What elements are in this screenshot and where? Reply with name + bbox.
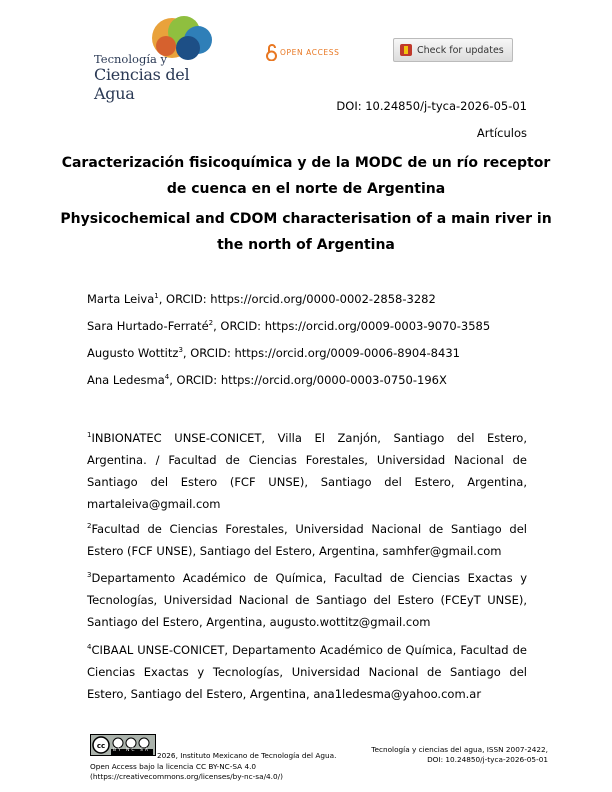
journal-issn: Tecnología y ciencias del agua, ISSN 2007-2422, (371, 745, 548, 754)
open-access-label: OPEN ACCESS (280, 47, 340, 57)
affiliation-item: $^3$Departamento Académico de Química, Facultad de Ciencias Exactas y Tecnologías, Universidad Nacional de Santiago del Estero (FCEyT UNSE), Santiago del Estero, Argentina, augusto.wottitz@gmail.com (87, 570, 527, 629)
license-line: Open Access bajo la licencia CC BY-NC-SA 4.0 (90, 762, 257, 771)
logo-text-line1: Tecnología y (94, 52, 168, 66)
affiliation-item: $^2$Facultad de Ciencias Forestales, Universidad Nacional de Santiago del Estero (FCF UNSE), Santiago del Estero, Argentina, samhfer@gmail.com (87, 521, 527, 558)
license-line: 2026, Instituto Mexicano de Tecnología del Agua. (157, 751, 337, 760)
crossmark-icon (399, 43, 413, 57)
author-item: Sara Hurtado-Ferraté$^2$, ORCID: https://orcid.org/0009-0003-9070-3585 (87, 319, 491, 333)
svg-text:cc: cc (96, 742, 106, 750)
journal-footer (343, 745, 548, 765)
affiliation-item: $^1$INBIONATEC UNSE-CONICET, Villa El Zanjón, Santiago del Estero, Argentina. / Facultad de Ciencias Forestales, Universidad Nacional de Santiago del Estero (FCF UNSE), Santiago del Estero, Argentina, martaleiva@gmail.com (87, 430, 527, 511)
cc-license-badge (90, 734, 156, 756)
author-item: Marta Leiva$^1$, ORCID: https://orcid.org/0000-0002-2858-3282 (87, 292, 436, 306)
open-lock-icon (266, 44, 277, 61)
doi: DOI: 10.24850/j-tyca-2026-05-01 (336, 99, 527, 113)
author-item: Ana Ledesma$^4$, ORCID: https://orcid.org/0000-0003-0750-196X (87, 373, 447, 387)
journal-doi: DOI: 10.24850/j-tyca-2026-05-01 (427, 755, 548, 764)
author-item: Augusto Wottitz$^3$, ORCID: https://orcid.org/0009-0006-8904-8431 (87, 346, 460, 360)
affiliation-item: $^4$CIBAAL UNSE-CONICET, Departamento Académico de Química, Facultad de Ciencias Exactas y Tecnologías, Universidad Nacional de Santiago del Estero, Santiago del Estero, Argentina, ana1ledesma@yahoo.com.ar (87, 642, 527, 701)
license-url[interactable]: (https://creativecommons.org/licenses/by-nc-sa/4.0/) (90, 772, 283, 781)
cc-badge-label: BY NC SA (113, 748, 150, 753)
title-english: Physicochemical and CDOM characterisation of a main river in the north of Argentina (60, 211, 552, 253)
check-for-updates-button[interactable] (393, 38, 513, 62)
logo-text-line2: Ciencias del Agua (94, 65, 190, 103)
check-for-updates-label: Check for updates (417, 44, 504, 56)
section-label: Artículos (476, 126, 527, 140)
journal-logo (88, 14, 220, 103)
title-spanish: Caracterización fisicoquímica y de la MODC de un río receptor de cuenca en el norte de Argentina (61, 155, 551, 197)
open-access-badge (266, 40, 340, 64)
